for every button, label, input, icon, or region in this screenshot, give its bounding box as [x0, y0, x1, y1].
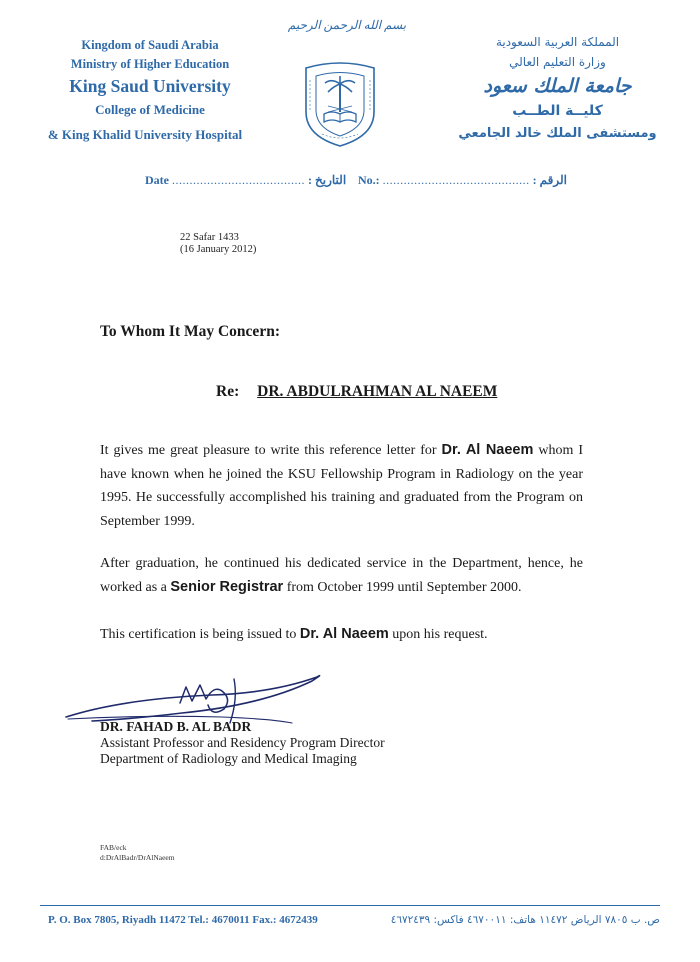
date-dots: ......................................: [172, 173, 305, 187]
bismillah-calligraphy: بسم الله الرحمن الرحيم: [287, 18, 407, 32]
paragraph-3-text-b: upon his request.: [388, 627, 488, 642]
subject-line: [216, 383, 497, 401]
letter-date: [180, 232, 256, 256]
reference-file-path: d:DrAlBadr/DrAlNaeem: [100, 853, 175, 862]
letterhead-arabic: [455, 32, 660, 146]
footer-divider: [40, 905, 660, 906]
paragraph-3-text-a: This certification is being issued to: [100, 627, 300, 642]
paragraph-2-role: Senior Registrar: [170, 578, 284, 595]
paragraph-3-name: Dr. Al Naeem: [299, 626, 389, 642]
letterhead-university: King Saud University: [69, 76, 231, 96]
footer-address-ar: ص. ب ٧٨٠٥ الرياض ١١٤٧٢ هاتف: ٤٦٧٠٠١١ فاكس: ٤٦٧٢٤٣٩: [390, 914, 660, 926]
signatory-department: Department of Radiology and Medical Imaging: [100, 751, 357, 766]
body-paragraph-3: [100, 623, 583, 647]
letterhead-ministry: Ministry of Higher Education: [70, 57, 230, 71]
letterhead-kingdom: Kingdom of Saudi Arabia: [81, 38, 219, 52]
signatory-name: DR. FAHAD B. AL BADR: [100, 719, 252, 734]
date-label-ar: : التاريخ: [308, 173, 347, 187]
number-label-en: No.:: [358, 173, 380, 187]
body-paragraph-2: [100, 552, 583, 599]
subject-name: DR. ABDULRAHMAN AL NAEEM: [257, 383, 498, 400]
subject-label: Re:: [216, 383, 240, 400]
paragraph-2-text-a: After graduation, he continued his dedicated service in the Department, hence, he worked as a: [100, 556, 583, 595]
number-field-line: [358, 173, 567, 188]
body-paragraph-1: [100, 439, 583, 533]
letterhead-english: [40, 36, 260, 148]
paragraph-1-text-a: It gives me great pleasure to write this reference letter for: [100, 443, 442, 458]
letterhead-arabic-ministry: وزارة التعليم العالي: [509, 55, 606, 69]
letter-date-hijri: 22 Safar 1433: [180, 232, 239, 243]
date-field-line: [145, 173, 346, 188]
letterhead-college: College of Medicine: [95, 102, 205, 117]
number-dots: ..........................................: [382, 173, 530, 187]
number-label-ar: : الرقم: [532, 173, 568, 187]
salutation: To Whom It May Concern:: [100, 323, 280, 340]
letter-date-gregorian: (16 January 2012): [180, 244, 257, 255]
paragraph-1-text-b: whom I have known when he joined the KSU Fellowship Program in Radiology on the year 1995. He successfully accomplished his training and graduated from the Program on September 1999.: [100, 443, 583, 529]
letterhead-arabic-university: جامعة الملك سعود: [483, 75, 632, 97]
university-seal-icon: [298, 50, 382, 150]
letterhead-arabic-college: كليــة الطــب: [512, 103, 603, 119]
letterhead-hospital: & King Khalid University Hospital: [47, 127, 243, 142]
reference-initials-code: FAB/eck: [100, 843, 127, 852]
date-label-en: Date: [145, 173, 169, 187]
signatory-title: Assistant Professor and Residency Program Director: [100, 735, 385, 750]
reference-initials: [100, 843, 175, 863]
paragraph-2-text-b: from October 1999 until September 2000.: [283, 579, 522, 595]
signature-block: [100, 719, 385, 767]
footer-address-en: P. O. Box 7805, Riyadh 11472 Tel.: 4670011 Fax.: 4672439: [48, 914, 318, 926]
paragraph-1-name: Dr. Al Naeem: [441, 442, 534, 458]
letterhead-arabic-kingdom: المملكة العربية السعودية: [495, 35, 620, 49]
letterhead-arabic-hospital: ومستشفى الملك خالد الجامعي: [458, 126, 657, 141]
